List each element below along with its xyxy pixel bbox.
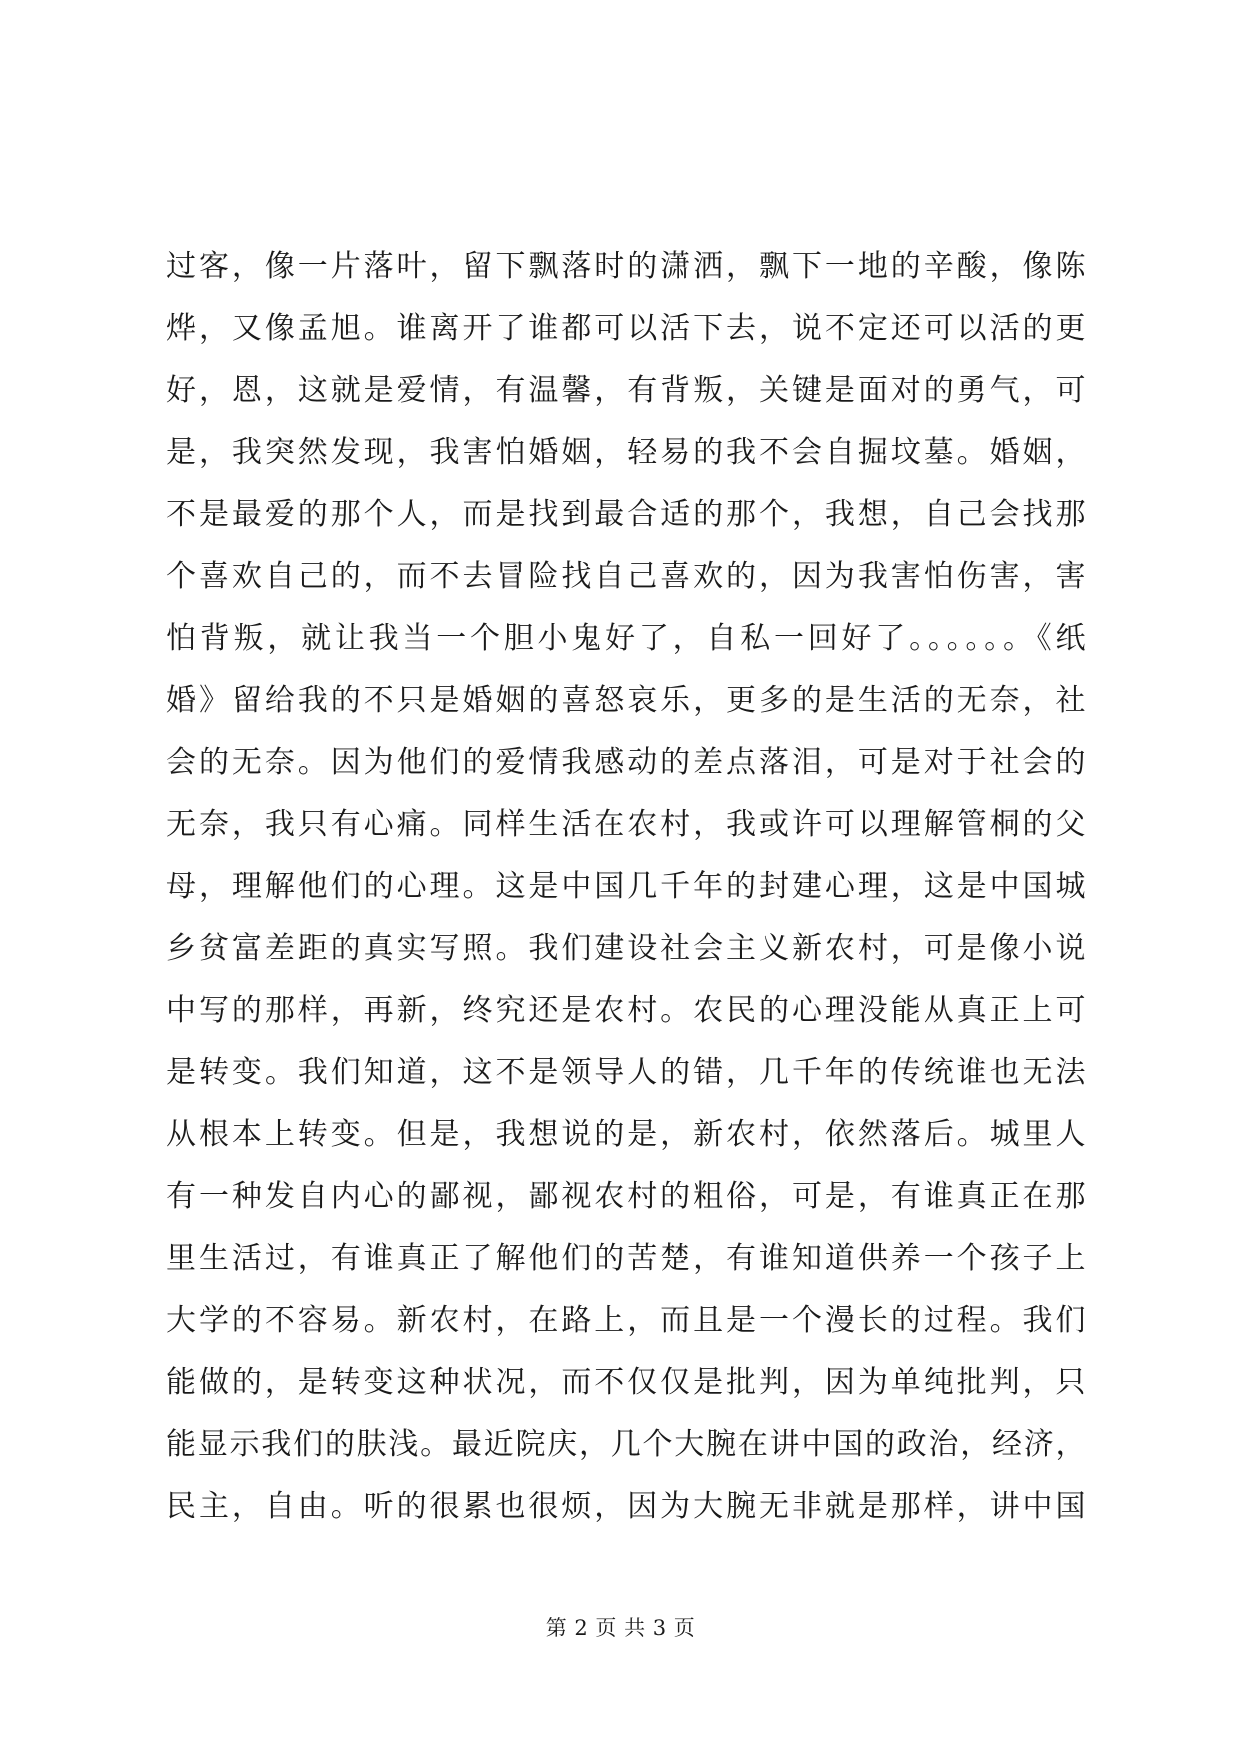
text-line-11: 母，理解他们的心理。这是中国几千年的封建心理，这是中国城 [166, 869, 1086, 904]
text-line-21: 民主，自由。听的很累也很烦，因为大腕无非就是那样，讲中国 [166, 1489, 1086, 1524]
text-line-20: 能显示我们的肤浅。最近院庆，几个大腕在讲中国的政治，经济， [166, 1427, 1086, 1462]
text-line-13: 中写的那样，再新，终究还是农村。农民的心理没能从真正上可 [166, 993, 1086, 1028]
text-line-3: 好，恩，这就是爱情，有温馨，有背叛，关键是面对的勇气，可 [166, 373, 1086, 408]
text-line-7: 怕背叛，就让我当一个胆小鬼好了，自私一回好了。。。。。。《纸 [166, 621, 1086, 656]
page-number: 第 2 页 共 3 页 [545, 1616, 696, 1640]
page-footer [0, 1612, 1241, 1642]
body-text [166, 236, 1086, 1538]
text-line-9: 会的无奈。因为他们的爱情我感动的差点落泪，可是对于社会的 [166, 745, 1086, 780]
text-line-10: 无奈，我只有心痛。同样生活在农村，我或许可以理解管桐的父 [166, 807, 1086, 842]
text-line-15: 从根本上转变。但是，我想说的是，新农村，依然落后。城里人 [166, 1117, 1086, 1152]
text-line-17: 里生活过，有谁真正了解他们的苦楚，有谁知道供养一个孩子上 [166, 1241, 1086, 1276]
text-line-19: 能做的，是转变这种状况，而不仅仅是批判，因为单纯批判，只 [166, 1365, 1086, 1400]
text-line-16: 有一种发自内心的鄙视，鄙视农村的粗俗，可是，有谁真正在那 [166, 1179, 1086, 1214]
text-line-1: 过客，像一片落叶，留下飘落时的潇洒，飘下一地的辛酸，像陈 [166, 249, 1086, 284]
text-line-14: 是转变。我们知道，这不是领导人的错，几千年的传统谁也无法 [166, 1055, 1086, 1090]
text-line-18: 大学的不容易。新农村，在路上，而且是一个漫长的过程。我们 [166, 1303, 1086, 1338]
text-line-8: 婚》留给我的不只是婚姻的喜怒哀乐，更多的是生活的无奈，社 [166, 683, 1086, 718]
text-line-12: 乡贫富差距的真实写照。我们建设社会主义新农村，可是像小说 [166, 931, 1086, 966]
text-line-5: 不是最爱的那个人，而是找到最合适的那个，我想，自己会找那 [166, 497, 1086, 532]
text-line-2: 烨，又像孟旭。谁离开了谁都可以活下去，说不定还可以活的更 [166, 311, 1086, 346]
text-line-6: 个喜欢自己的，而不去冒险找自己喜欢的，因为我害怕伤害，害 [166, 559, 1086, 594]
text-line-4: 是，我突然发现，我害怕婚姻，轻易的我不会自掘坟墓。婚姻， [166, 435, 1086, 470]
